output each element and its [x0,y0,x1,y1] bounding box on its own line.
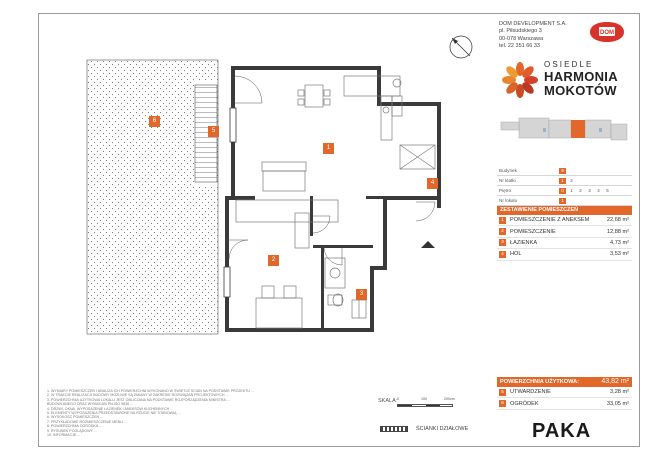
note-line: 7. PRZYKŁADOWE ROZMIESZCZENIE MEBLI ... [47,419,128,424]
attribute-cell: 1 [559,178,566,184]
note-line: 2. W TRAKCIE REALIZACJI BUDOWY MOŻLIWE SĄ ZMIANY W ZAKRESIE ROZWIĄZAŃ PROJEKTOWYCH ... [47,393,229,398]
brand-line-1: HARMONIA [544,69,618,84]
attribute-cell: 9 [559,168,566,174]
logo-badge-text: DOM [600,30,614,36]
scale-graphic [397,397,455,407]
scale-tick-0: 0 [397,397,399,401]
room-area: 22,68 m² [606,217,629,224]
key-plan [497,110,632,152]
attribute-row [497,166,632,176]
developer-name: DOM DEVELOPMENT S.A. [499,21,567,27]
note-line: 9. RYSUNEK POGLĄDOWY ... [47,428,97,433]
room-area: 4,73 m² [610,239,629,246]
room-label-3: 3 [356,289,367,300]
estate-brand [497,55,637,101]
room-number: 6 [499,400,506,407]
room-name: POMIESZCZENIE [510,228,556,235]
developer-logo [589,21,625,43]
room-row [497,249,632,260]
attribute-cell: 3 [588,187,591,193]
room-label-6: 6 [149,116,160,127]
room-row [497,215,632,226]
developer-phone: tel. 22 351 66 33 [499,43,540,50]
rooms-table-title: ZESTAWIENIE POMIESZCZEŃ [497,206,632,215]
brand-line-2: MOKOTÓW [544,83,617,98]
attribute-label: Nr lokalu [499,198,518,203]
kitchen-unit [344,76,402,140]
room-number: 5 [499,389,506,396]
attribute-label: Piętro [499,188,512,193]
note-line: 6. WYSOKOŚĆ POMIESZCZEŃ ... [47,415,104,420]
room-label-5: 5 [208,126,219,137]
attribute-row [497,186,632,196]
developer-street: pl. Piłsudskiego 3 [499,28,542,35]
attribute-row [497,196,632,206]
dining-table [298,85,330,107]
attribute-cell: 1 [559,198,566,204]
note-line: 5. ELEMENTY WYPOSAŻENIA PRZEDSTAWIONE NA RZUCIE NIE STANOWIĄ ... [47,411,181,416]
walls [225,66,441,332]
living-furniture [236,162,338,222]
room-row [497,387,632,398]
room-label-4: 4 [427,178,438,189]
attribute-row [497,176,632,186]
attribute-cell: 2 [579,187,582,193]
compass-icon [447,33,475,61]
note-line: 1. WYMIARY POMIESZCZEŃ I ANALIZA ICH POWIERZCHNI WYKONANO W ŚWIETLE ŚCIAN NA PODSTAWIE PROJEKTU ... [47,389,254,393]
brand-line-0: OSIEDLE [544,60,594,69]
room-label-1: 1 [323,143,334,154]
attribute-cell: 5 [606,187,609,193]
room-number: 3 [499,239,506,246]
room-label-2: 2 [268,255,279,266]
developer-city: 00-078 Warszawa [499,35,544,42]
usable-area-label: POWIERZCHNIA UŻYTKOWA: [500,379,580,385]
room-area: 3,53 m² [610,251,629,258]
usable-area-table [497,377,632,410]
usable-area-head [497,377,632,387]
flower-logo-icon [501,61,539,99]
developer-info [499,21,567,51]
note-line: 3. POWIERZCHNIA UŻYTKOWA LOKALU JEST OBLICZANA NA PODSTAWIE ROZPORZĄDZENIA MINISTRA ... [47,397,230,402]
attribute-label: Nr klatki [499,178,516,183]
attribute-cell: 0 [559,188,566,194]
room-name: ŁAZIENKA [510,239,538,246]
paka-logo: PAKA [532,420,592,442]
key-plan-highlight [571,120,585,138]
scale-tick-1: 100 [421,397,427,401]
note-line: BUDOWLANEGO ORAZ WYMAGAŃ PN-ISO 9836 ... [47,402,134,407]
room-number: 4 [499,251,506,258]
legend-label: ŚCIANKI DZIAŁOWE [416,426,469,432]
scale-bar [378,392,458,412]
entrance-arrow [421,241,435,248]
room-name: HOL [510,251,522,258]
usable-area-value: 43,82 m² [601,378,629,385]
room-name: POMIESZCZENIE Z ANEKSEM [510,217,590,224]
attribute-cell: 1 [570,187,573,193]
room-row [497,398,632,409]
bathroom-fixtures [325,258,366,318]
room-area: 33,05 m² [606,400,629,407]
note-line: 10. INFORMACJE ... [47,433,81,438]
scale-label: SKALA: [378,398,398,404]
note-line: 4. DRZWI, OKNA, WYPOSAŻENIE ŁAZIENEK I ANEKSÓW KUCHENNYCH ... [47,406,174,411]
room-row [497,238,632,249]
note-line: 8. POWIERZCHNIA OGRÓDKA ... [47,424,102,429]
attribute-table [497,166,632,206]
room-name: OGRÓDEK [510,400,539,407]
scale-tick-2: 200cm [444,397,455,401]
attribute-cell: 4 [597,187,600,193]
bedroom-furniture [256,213,309,328]
room-name: UTWARDZENIE [510,389,551,396]
room-area: 3,28 m² [610,389,629,396]
room-row [497,226,632,237]
room-number: 2 [499,228,506,235]
notes-block [47,389,367,437]
partition-wall-swatch [380,426,408,432]
rooms-table [497,206,632,261]
legend [380,426,468,432]
attribute-label: Budynek [499,168,517,173]
room-number: 1 [499,217,506,224]
room-area: 12,88 m² [606,228,629,235]
attribute-cell: 2 [570,177,573,183]
hall-wardrobe [400,145,435,169]
